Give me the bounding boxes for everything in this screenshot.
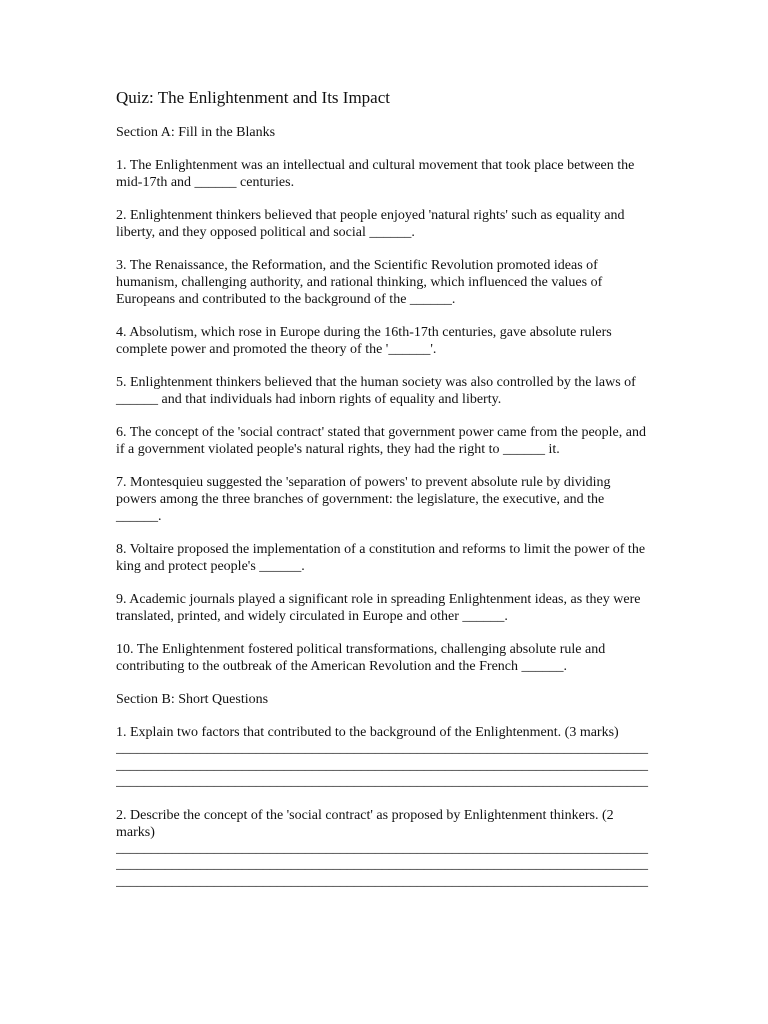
fill-blank-question-7: 7. Montesquieu suggested the 'separation of powers' to prevent absolute rule by dividing powers among the three branches of government: the legislature, the executive, and the ______.	[116, 475, 611, 524]
fill-blank-question-8: 8. Voltaire proposed the implementation of a constitution and reforms to limit the power of the king and protect people's ______.	[116, 542, 646, 574]
page-title: Quiz: The Enlightenment and Its Impact	[116, 88, 390, 107]
short-question-1-block	[116, 724, 652, 791]
short-question-2-block	[116, 807, 652, 891]
answer-line: ____________________________________________________________________________	[116, 774, 648, 789]
short-question-1: 1. Explain two factors that contributed to the background of the Enlightenment. (3 marks)	[116, 725, 619, 740]
short-question-2: 2. Describe the concept of the 'social contract' as proposed by Enlightenment thinkers. (2 marks)	[116, 807, 614, 840]
fill-blank-question-9: 9. Academic journals played a significant role in spreading Enlightenment ideas, as they were translated, printed, and widely circulated in Europe and other ______.	[116, 592, 641, 624]
fill-blank-question-2: 2. Enlightenment thinkers believed that people enjoyed 'natural rights' such as equality and liberty, and they opposed political and social ______.	[116, 208, 625, 240]
section-a-heading: Section A: Fill in the Blanks	[116, 125, 276, 140]
fill-blank-question-1: 1. The Enlightenment was an intellectual and cultural movement that took place between the mid-17th and ______ centuries.	[116, 158, 635, 190]
section-b-heading: Section B: Short Questions	[116, 692, 269, 707]
fill-blank-question-6: 6. The concept of the 'social contract' stated that government power came from the people, and if a government violated people's natural rights, they had the right to ______ it.	[116, 425, 646, 457]
fill-blank-question-10: 10. The Enlightenment fostered political transformations, challenging absolute rule and contributing to the outbreak of the American Revolution and the French ______.	[116, 642, 606, 674]
fill-blank-question-5: 5. Enlightenment thinkers believed that the human society was also controlled by the laws of ______ and that individuals had inborn rights of equality and liberty.	[116, 375, 636, 407]
answer-line: ____________________________________________________________________________	[116, 840, 648, 856]
fill-blank-question-4: 4. Absolutism, which rose in Europe during the 16th-17th centuries, gave absolute rulers complete power and promoted the theory of the '______'.	[116, 325, 612, 357]
answer-line: ____________________________________________________________________________	[116, 741, 648, 756]
quiz-document	[116, 86, 652, 906]
answer-line: ____________________________________________________________________________	[116, 857, 648, 872]
answer-line: ____________________________________________________________________________	[116, 873, 648, 889]
answer-line: ____________________________________________________________________________	[116, 757, 648, 773]
fill-blank-question-3: 3. The Renaissance, the Reformation, and the Scientific Revolution promoted ideas of humanism, challenging authority, and rational thinking, which influenced the values of Europeans and contributed to the background of the ______.	[116, 258, 603, 307]
